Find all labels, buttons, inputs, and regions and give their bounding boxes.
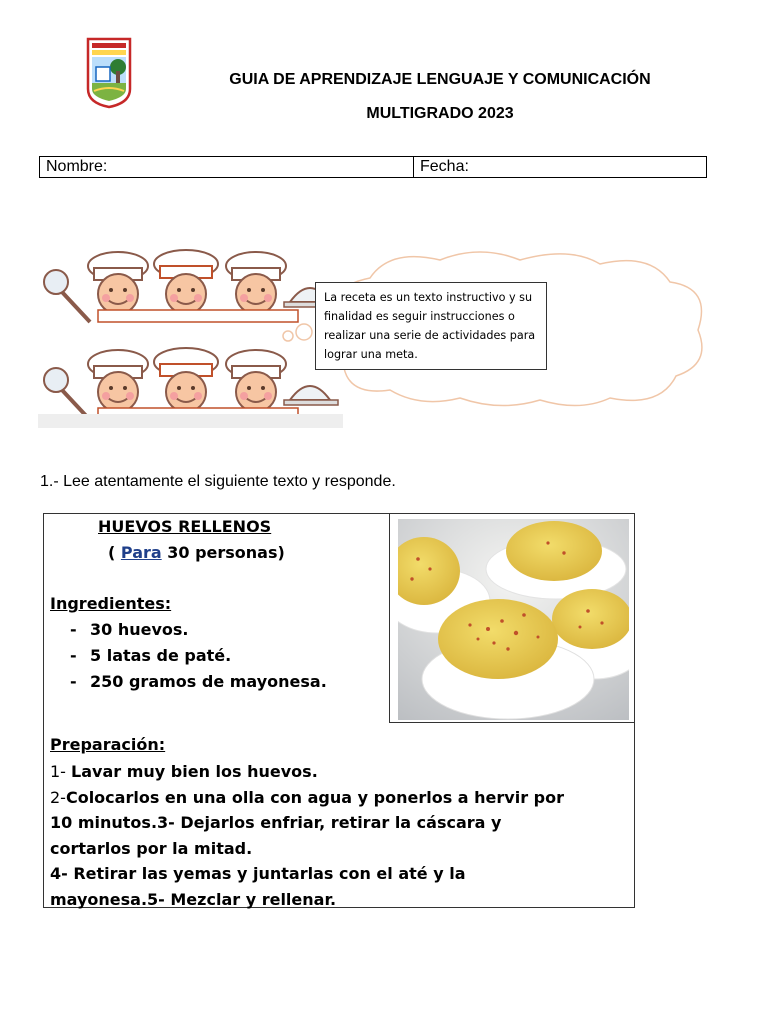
step-number: 1- <box>50 762 72 781</box>
servings-para: Para <box>120 543 162 562</box>
prep-line: cortarlos por la mitad. <box>50 838 253 858</box>
deviled-eggs-photo <box>398 519 629 720</box>
prep-line: mayonesa.5- Mezclar y rellenar. <box>50 889 337 909</box>
definition-box <box>315 282 547 370</box>
step-text: Lavar muy bien los huevos. <box>71 762 318 781</box>
definition-line: realizar una serie de actividades para <box>324 329 536 342</box>
name-label: Nombre: <box>46 158 108 175</box>
ingredient-text: 5 latas de paté. <box>90 646 232 665</box>
date-label: Fecha: <box>420 158 469 175</box>
prep-line: 4- Retirar las yemas y juntarlas con el até y la <box>50 864 466 883</box>
ingredient-text: 250 gramos de mayonesa. <box>90 672 327 691</box>
bullet-dash: - <box>70 672 77 691</box>
school-logo <box>84 37 134 109</box>
page-subtitle: MULTIGRADO 2023 <box>366 105 514 122</box>
ingredient-item <box>70 672 327 691</box>
prep-line: 10 minutos.3- Dejarlos enfriar, retirar la cáscara y <box>50 813 502 832</box>
recipe-title: HUEVOS RELLENOS <box>98 517 272 536</box>
name-field[interactable] <box>40 157 414 177</box>
preparation-steps <box>50 759 630 912</box>
bullet-dash: - <box>70 646 77 665</box>
preparation-heading: Preparación: <box>50 735 166 754</box>
step-number: 2- <box>50 787 66 807</box>
definition-line: lograr una meta. <box>324 348 418 361</box>
name-date-table <box>39 156 707 178</box>
definition-line: finalidad es seguir instrucciones o <box>324 310 515 323</box>
ingredients-heading: Ingredientes: <box>50 594 172 613</box>
date-field[interactable] <box>414 157 706 177</box>
prep-line <box>50 759 630 785</box>
servings-open: ( <box>108 543 121 562</box>
step-text: Colocarlos en una olla con agua y ponerlos a hervir por <box>65 787 564 807</box>
bullet-dash: - <box>70 620 77 639</box>
ingredient-text: 30 huevos. <box>90 620 189 639</box>
instruction-text: 1.- Lee atentamente el siguiente texto y responde. <box>40 473 396 490</box>
ingredient-item <box>70 620 189 639</box>
recipe-servings <box>108 543 285 562</box>
prep-line <box>50 785 630 811</box>
servings-rest: 30 personas) <box>161 543 285 562</box>
ingredient-item <box>70 646 231 665</box>
page-title: GUIA DE APRENDIZAJE LENGUAJE Y COMUNICACIÓN <box>229 71 651 88</box>
definition-line: La receta es un texto instructivo y su <box>324 291 533 304</box>
